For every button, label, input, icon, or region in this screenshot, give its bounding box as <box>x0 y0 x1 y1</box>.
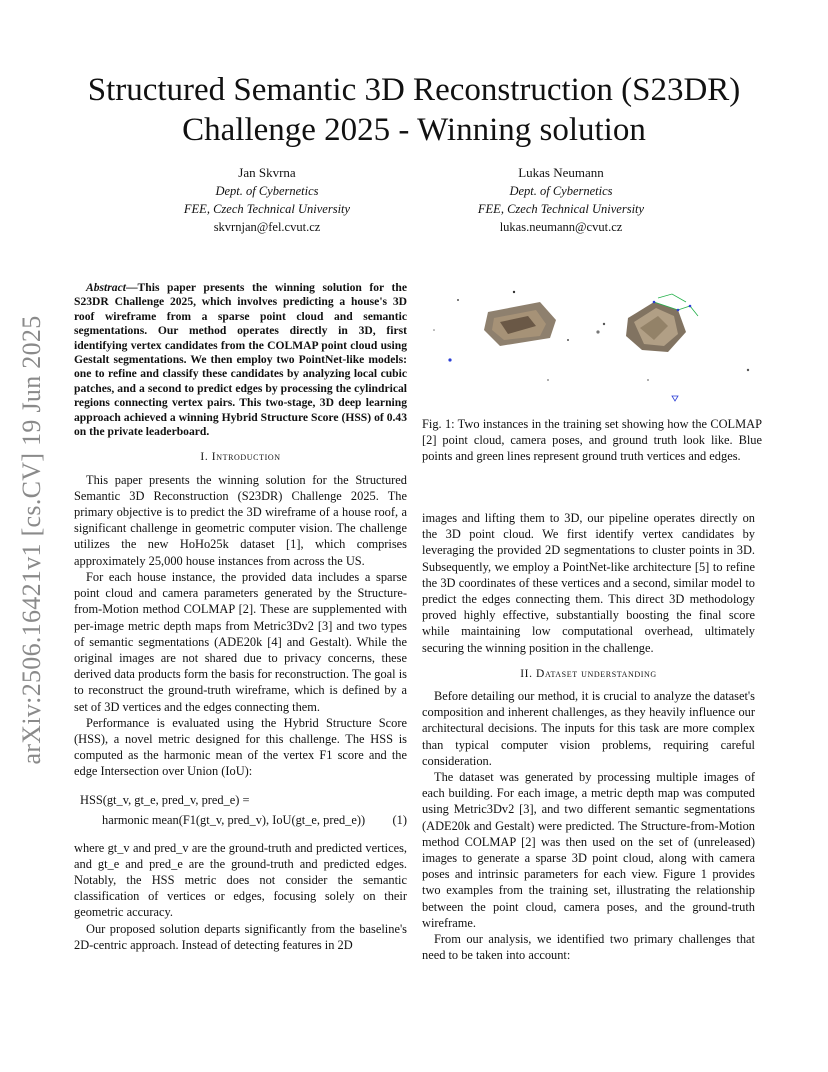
abstract <box>74 281 407 439</box>
intro-paragraph: Our proposed solution departs significantly from the baseline's 2D-centric approach. Instead of detecting features in 2D <box>74 921 407 952</box>
author-institution: FEE, Czech Technical University <box>477 202 645 216</box>
section-heading-dataset: II. Dataset understanding <box>520 667 657 680</box>
figure-1-image <box>428 280 758 410</box>
author-block-1 <box>142 164 392 236</box>
equation-line-1: HSS(gt_v, gt_e, pred_v, pred_e) = <box>80 792 250 807</box>
dataset-paragraph: The dataset was generated by processing multiple images of each building. For each image, a metric depth map was computed using Metric3Dv2 [3], and two different semantic segmentations (ADE20k and Gestalt) were predicted. The Structure-from-Motion method COLMAP [2] was then used on the set of (unreleased) images to generate a sparse 3D point cloud, along with camera poses and intrinsic parameters for each view. Figure 1 provides two examples from the training set, illustrating the relationship between the point cloud, camera poses, and the ground-truth wireframe. <box>422 770 755 930</box>
author-block-2 <box>436 164 686 236</box>
equation-line-2: harmonic mean(F1(gt_v, pred_v), IoU(gt_e, pred_e)) <box>102 812 366 827</box>
title-line-2: Challenge 2025 - Winning solution <box>182 112 646 148</box>
arxiv-side-identifier <box>12 300 52 780</box>
figure-1-point-clouds <box>428 280 758 410</box>
left-column <box>74 281 407 953</box>
author-email: lukas.neumann@cvut.cz <box>499 220 623 234</box>
right-column <box>422 510 755 963</box>
dataset-paragraph: From our analysis, we identified two primary challenges that need to be taken into account: <box>422 932 755 963</box>
author-name: Lukas Neumann <box>518 165 604 180</box>
author-name: Jan Skvrna <box>238 165 296 180</box>
intro-paragraph: where gt_v and pred_v are the ground-truth and predicted vertices, and gt_e and pred_e are the ground-truth and predicted edges. Notably, the HSS metric does not consider the semantic classification of vertices or edges, focusing solely on their geometric accuracy. <box>74 840 407 920</box>
equation-number: (1) <box>392 812 407 827</box>
paper-title <box>60 70 768 150</box>
intro-paragraph: For each house instance, the provided data includes a sparse point cloud and camera parameters generated by the Structure-from-Motion method COLMAP [2]. These are supplemented with per-image metric depth maps from Metric3Dv2 [3] and two types of semantic segmentations (ADE20k [4] and Gestalt). While the original images are not shared due to privacy concerns, these derived data products form the basis for reconstruction. The goal is to reconstruct the ground-truth wireframe, which is defined by a set of 3D vertices and the edges connecting them. <box>74 569 407 714</box>
abstract-lead: Abstract <box>86 281 126 294</box>
arxiv-id-text: arXiv:2506.16421v1 [cs.CV] 19 Jun 2025 <box>17 315 46 765</box>
equation-hss <box>74 790 407 830</box>
title-line-1: Structured Semantic 3D Reconstruction (S23DR) <box>87 72 741 108</box>
figure-1-caption: Fig. 1: Two instances in the training set showing how the COLMAP [2] point cloud, camera poses, and ground truth look like. Blue points and green lines represent ground truth vertices and edges. <box>422 417 762 464</box>
author-dept: Dept. of Cybernetics <box>509 184 613 198</box>
body-paragraph: images and lifting them to 3D, our pipeline operates directly on the 3D point cloud. We first identify vertex candidates by leveraging the provided 2D segmentations to cluster points in 3D. Subsequently, we employ a PointNet-like architecture [5] to refine the 3D coordinates of these vertices and a second, similar model to predict the edges connecting them. This direct 3D methodology proved highly effective, substantially boosting the final score while maintaining low computational overhead, ultimately securing the winning position in the challenge. <box>422 511 755 655</box>
abstract-text: —This paper presents the winning solution for the S23DR Challenge 2025, which involves predicting a house's 3D roof wireframe from a sparse point cloud and semantic segmentations. Our method operates directly in 3D, first identifying vertex candidates from the COLMAP point cloud using Gestalt segmentations. We then employ two PointNet-like models: one to refine and classify these candidates by analyzing local cubic patches, and a second to predict edges by processing the cylindrical regions connecting vertex pairs. This two-stage, 3D deep learning approach achieved a winning Hybrid Structure Score (HSS) of 0.43 on the private leaderboard. <box>74 281 407 439</box>
author-institution: FEE, Czech Technical University <box>183 202 351 216</box>
right-point-cloud <box>547 294 749 401</box>
intro-paragraph: Performance is evaluated using the Hybrid Structure Score (HSS), a novel metric designed for this challenge. The HSS is computed as the harmonic mean of the vertex F1 score and the edge Intersection over Union (IoU): <box>74 715 407 779</box>
author-dept: Dept. of Cybernetics <box>215 184 319 198</box>
intro-paragraph: This paper presents the winning solution for the Structured Semantic 3D Reconstruction (S23DR) Challenge 2025. The primary objective is to predict the 3D wireframe of a house roof, a significant challenge in geometric computer vision. The challenge utilizes the new HoHo25k dataset [1], which comprises approximately 25,000 house instances from across the US. <box>74 472 407 568</box>
author-email: skvrnjan@fel.cvut.cz <box>213 220 321 234</box>
left-point-cloud <box>433 291 599 362</box>
dataset-paragraph: Before detailing our method, it is crucial to analyze the dataset's composition and inherent challenges, as they heavily influence our architectural decisions. The inputs for this task are more complex than typical computer vision problems, requiring careful consideration. <box>422 689 755 768</box>
section-heading-introduction: I. Introduction <box>200 451 281 464</box>
